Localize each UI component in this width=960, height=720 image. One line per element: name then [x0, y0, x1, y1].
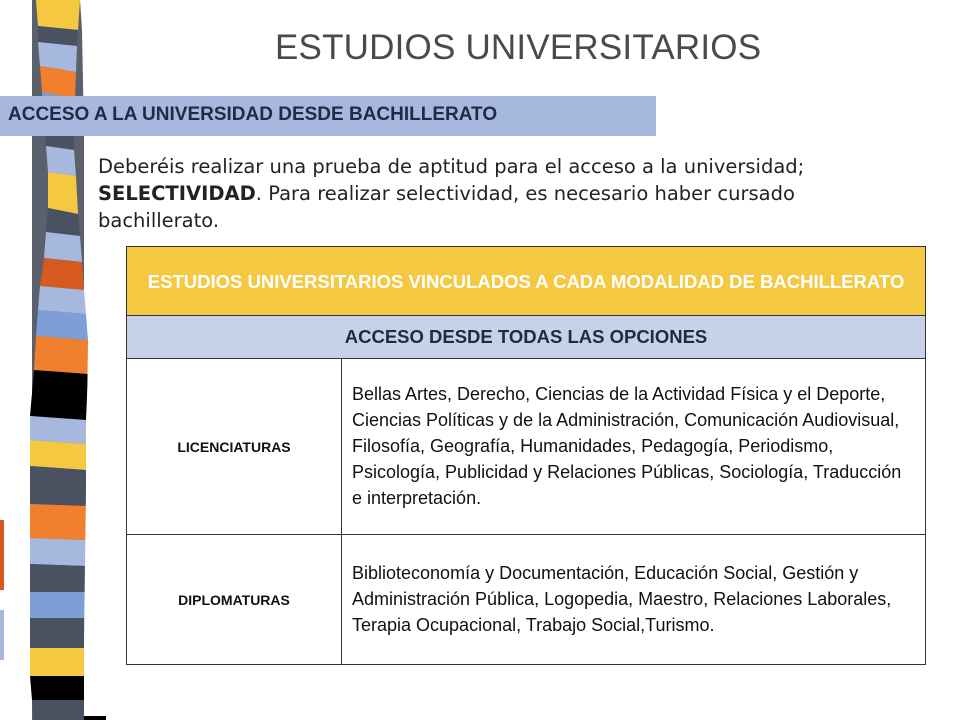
table-subheader: ACCESO DESDE TODAS LAS OPCIONES [127, 316, 926, 359]
section-banner-label: ACCESO A LA UNIVERSIDAD DESDE BACHILLERATO [8, 104, 498, 125]
table-row [127, 359, 926, 535]
modalidad-table [126, 246, 926, 665]
intro-text-2: . Para realizar selectividad, es necesario haber cursado bachillerato. [98, 182, 795, 232]
row-label-diplomaturas: DIPLOMATURAS [127, 535, 342, 665]
intro-paragraph [98, 153, 888, 234]
section-banner [0, 96, 656, 136]
table-row [127, 535, 926, 665]
row-text-licenciaturas: Bellas Artes, Derecho, Ciencias de la Actividad Física y el Deporte, Ciencias Políticas y de la Administración, Comunicación Audiovisual, Filosofía, Geografía, Humanidades, Pedagogía, Periodismo, Psicología, Publicidad y Relaciones Públicas, Sociología, Traducción e interpretación. [342, 359, 926, 535]
row-text-diplomaturas: Biblioteconomía y Documentación, Educación Social, Gestión y Administración Pública, Logopedia, Maestro, Relaciones Laborales, Terapia Ocupacional, Trabajo Social,Turismo. [342, 535, 926, 665]
table-subheader-row [127, 316, 926, 359]
intro-text-1: Deberéis realizar una prueba de aptitud para el acceso a la universidad; [98, 155, 805, 178]
table-header: ESTUDIOS UNIVERSITARIOS VINCULADOS A CADA MODALIDAD DE BACHILLERATO [127, 247, 926, 316]
row-label-licenciaturas: LICENCIATURAS [127, 359, 342, 535]
page-title: ESTUDIOS UNIVERSITARIOS [275, 28, 762, 67]
intro-bold: SELECTIVIDAD [98, 182, 256, 205]
table-header-row [127, 247, 926, 316]
